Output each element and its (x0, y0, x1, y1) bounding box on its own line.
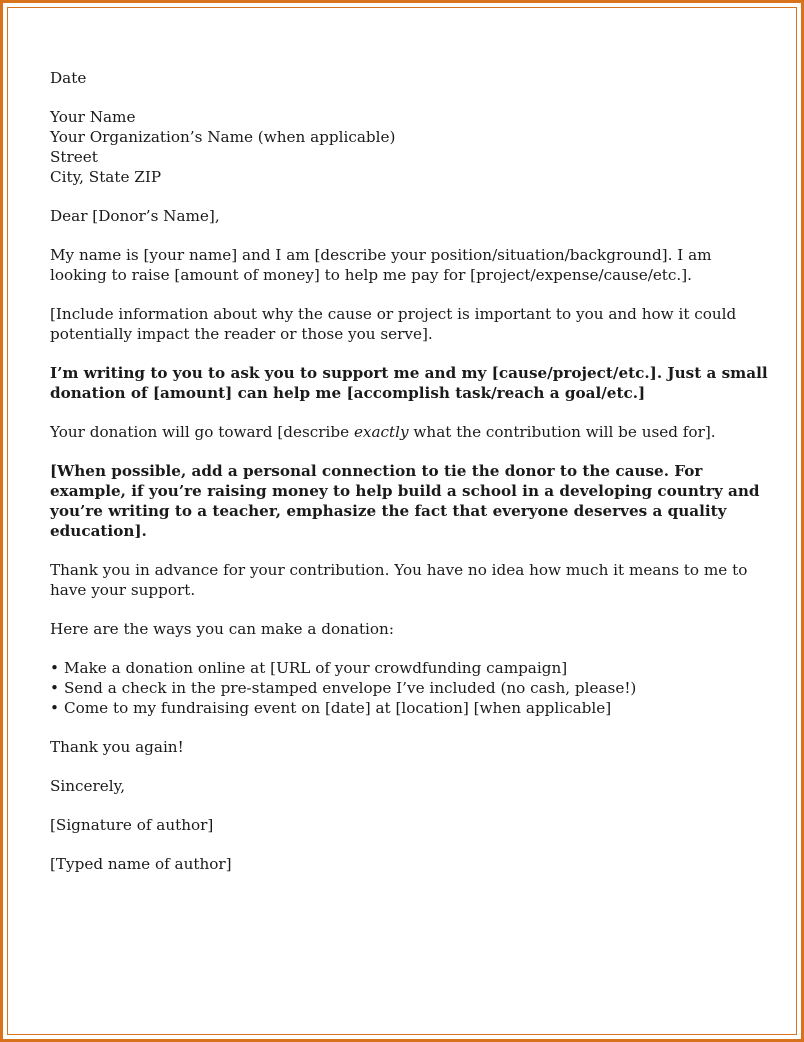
usage-paragraph (50, 422, 770, 442)
ways-intro: Here are the ways you can make a donation: (50, 620, 394, 638)
donation-ways-list (50, 658, 770, 718)
list-item: • Come to my fundraising event on [date] at [location] [when applicable] (50, 698, 770, 718)
usage-emphasis: exactly (353, 423, 409, 441)
letter-document (50, 68, 770, 874)
sender-city-state-zip: City, State ZIP (50, 168, 162, 186)
sender-address-block (50, 107, 770, 187)
signature-placeholder: [Signature of author] (50, 816, 214, 834)
importance-paragraph: [Include information about why the cause or project is important to you and how it could potentially impact the reader or those you serve]. (50, 305, 737, 343)
closing: Sincerely, (50, 777, 126, 795)
intro-paragraph: My name is [your name] and I am [describe your position/situation/background]. I am looking to raise [amount of money] to help me pay for [project/expense/cause/etc.]. (50, 246, 712, 284)
list-item: • Make a donation online at [URL of your crowdfunding campaign] (50, 658, 770, 678)
sender-name: Your Name (50, 108, 136, 126)
personal-connection-paragraph: [When possible, add a personal connection to tie the donor to the cause. For example, if you’re raising money to help build a school in a developing country and you’re writing to a teacher, emphasize the fact that everyone deserves a quality education]. (50, 462, 760, 540)
sender-organization: Your Organization’s Name (when applicable) (50, 128, 396, 146)
typed-name-placeholder: [Typed name of author] (50, 855, 232, 873)
list-item: • Send a check in the pre-stamped envelope I’ve included (no cash, please!) (50, 678, 770, 698)
thanks-again: Thank you again! (50, 738, 184, 756)
sender-street: Street (50, 148, 98, 166)
usage-text-before: Your donation will go toward [describe (50, 423, 354, 441)
usage-text-after: what the contribution will be used for]. (408, 423, 716, 441)
ask-paragraph: I’m writing to you to ask you to support me and my [cause/project/etc.]. Just a small donation of [amount] can help me [accomplish task/reach a goal/etc.] (50, 364, 768, 402)
date-line: Date (50, 69, 87, 87)
thanks-advance-paragraph: Thank you in advance for your contribution. You have no idea how much it means to me to have your support. (50, 561, 748, 599)
salutation: Dear [Donor’s Name], (50, 207, 220, 225)
